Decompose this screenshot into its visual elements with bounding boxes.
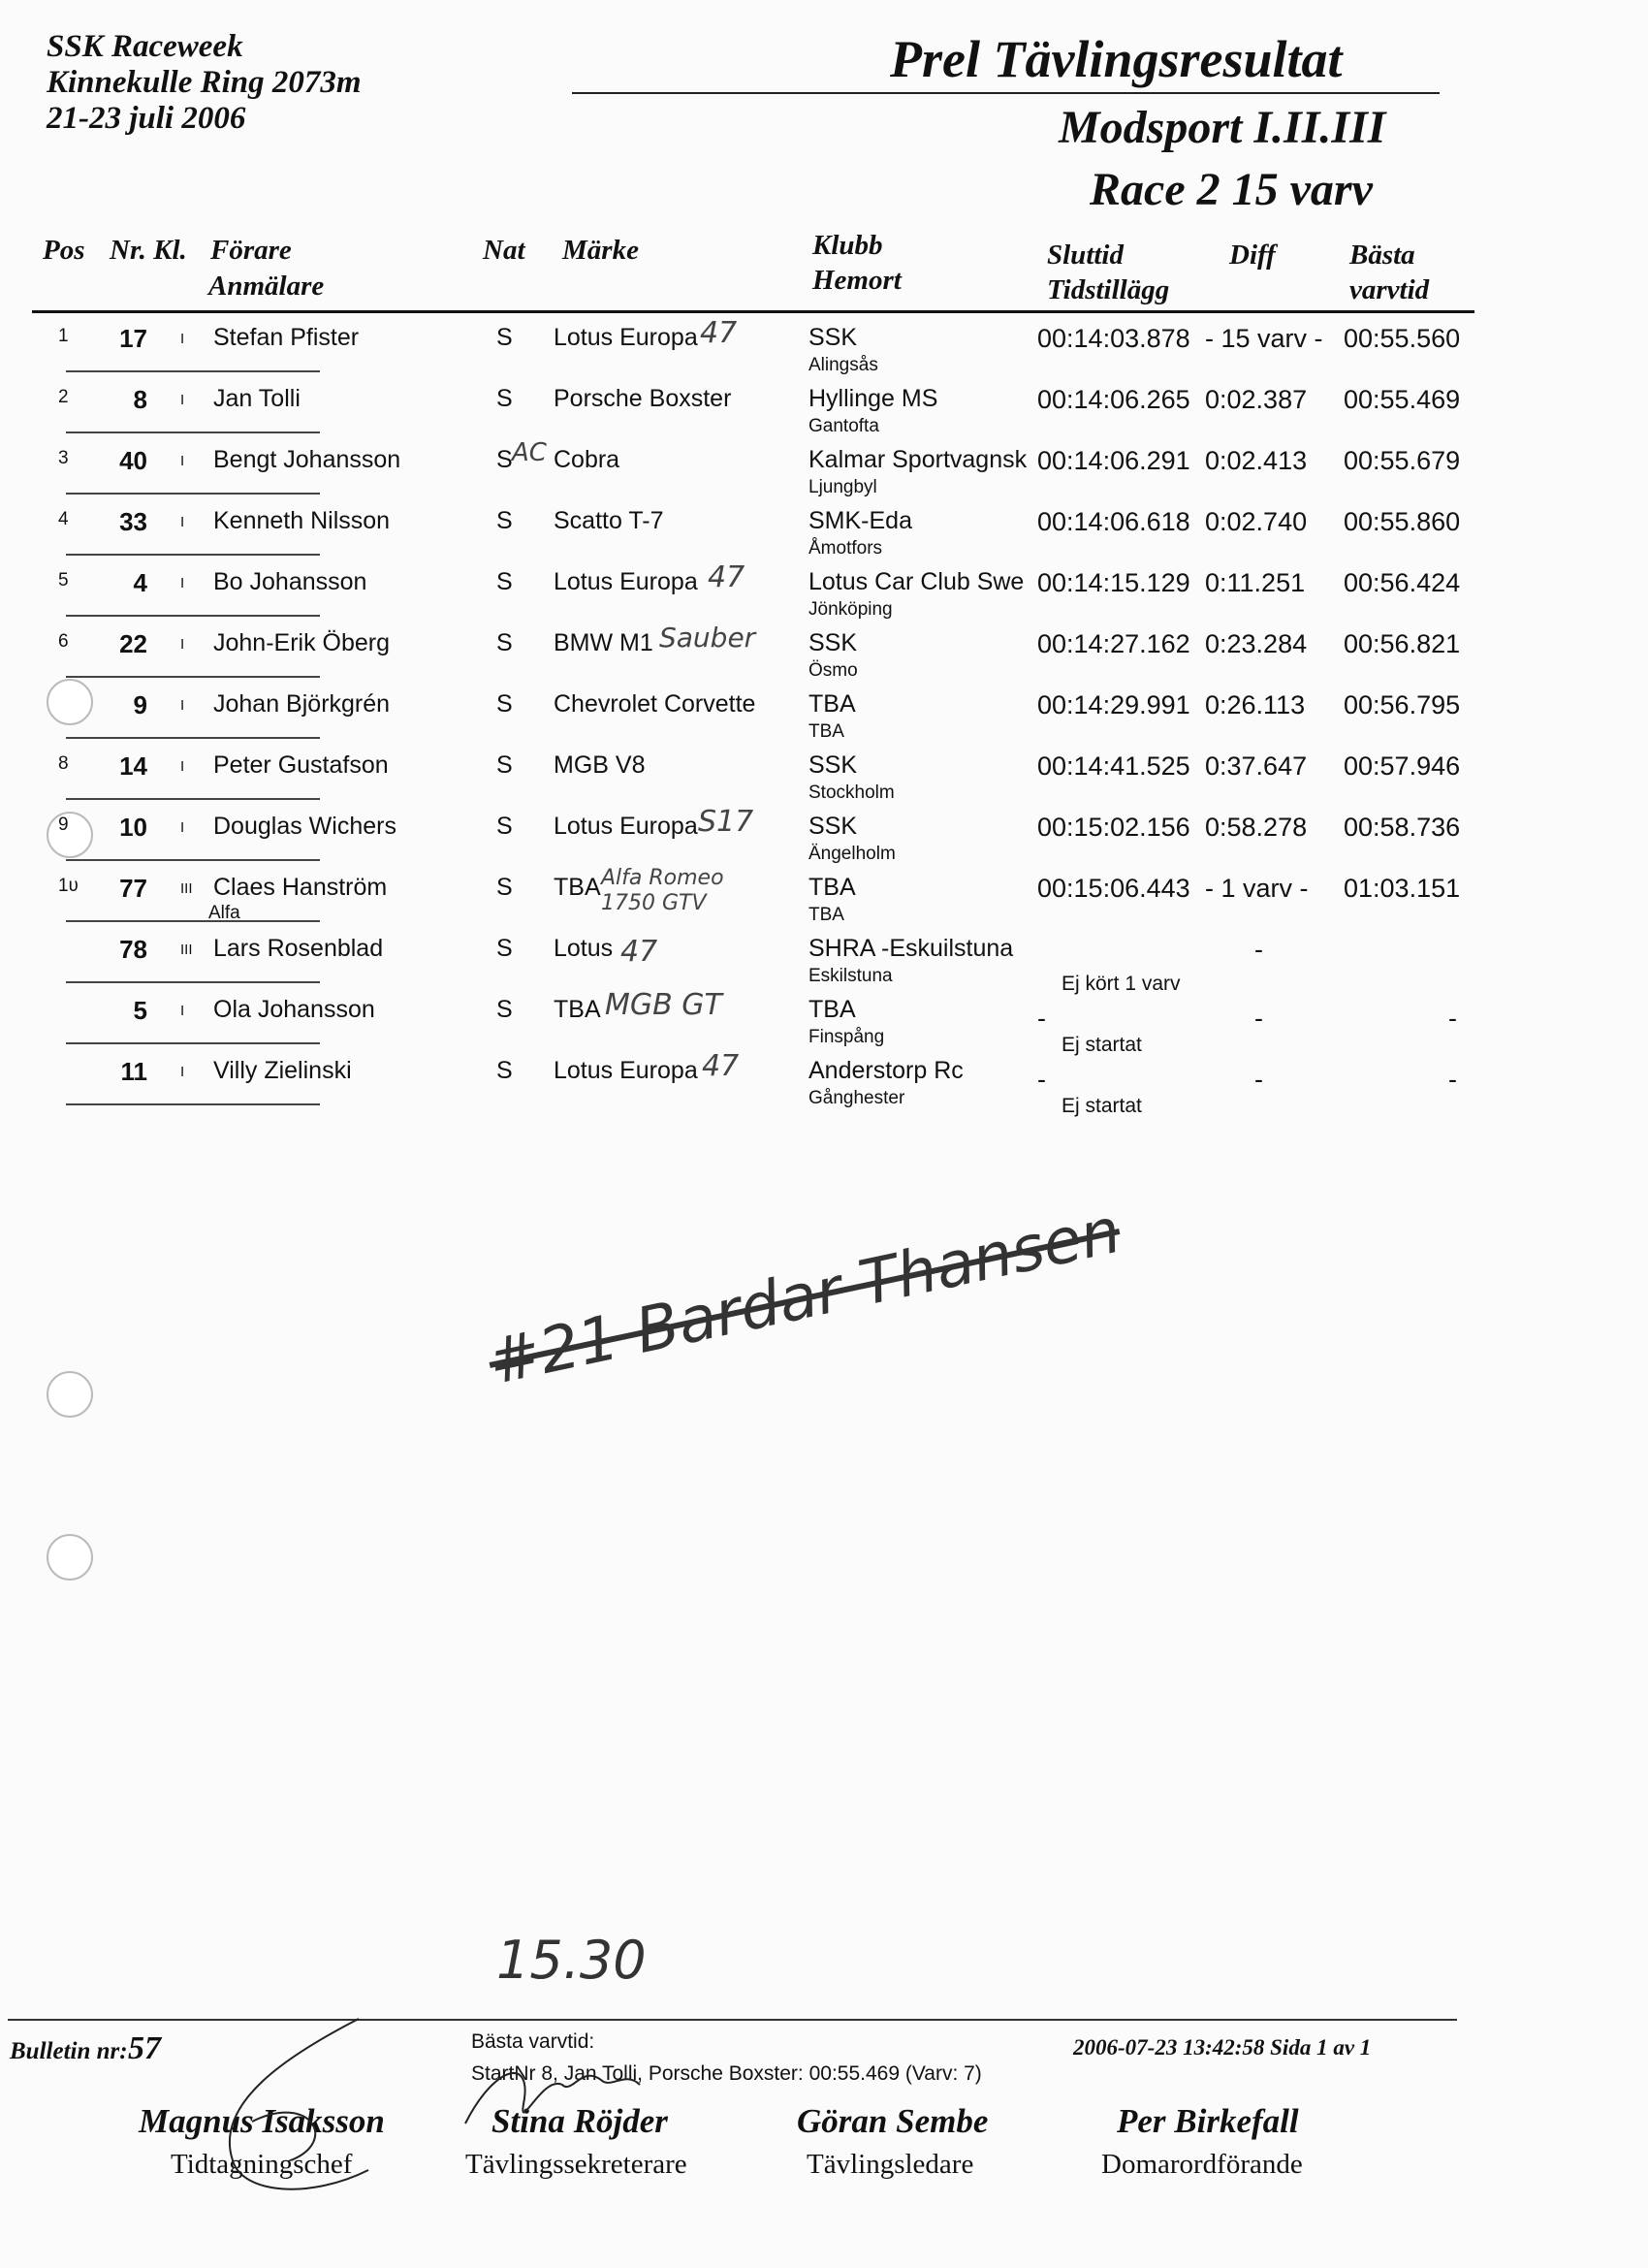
club: SMK-Eda bbox=[808, 507, 912, 534]
make: Chevrolet Corvette bbox=[554, 690, 756, 718]
col-anmalare: Anmälare bbox=[208, 271, 325, 302]
diff: 0:11.251 bbox=[1205, 568, 1306, 597]
diff: 0:02.413 bbox=[1205, 446, 1308, 475]
make: TBA bbox=[554, 996, 601, 1023]
diff: - bbox=[1254, 935, 1263, 964]
finish-time: 00:14:03.878 bbox=[1037, 324, 1190, 353]
table-row bbox=[0, 618, 1648, 681]
col-diff: Diff bbox=[1229, 240, 1276, 271]
row-divider bbox=[66, 493, 320, 495]
handwritten-note: AC bbox=[512, 438, 547, 467]
club: TBA bbox=[808, 996, 856, 1023]
row-divider bbox=[66, 370, 320, 372]
nat: S bbox=[496, 996, 513, 1023]
club: Anderstorp Rc bbox=[808, 1057, 964, 1084]
best-lap: 00:55.469 bbox=[1344, 385, 1461, 414]
class: I bbox=[180, 758, 185, 775]
signature-name-2: Stina Röjder bbox=[491, 2102, 668, 2140]
car-number: 77 bbox=[119, 874, 147, 903]
class: I bbox=[180, 697, 185, 714]
car-number: 40 bbox=[119, 446, 147, 475]
hometown: TBA bbox=[808, 905, 844, 925]
nat: S bbox=[496, 507, 513, 534]
club: SSK bbox=[808, 751, 858, 779]
driver: Bo Johansson bbox=[213, 568, 367, 595]
nat: S bbox=[496, 568, 513, 595]
col-nat: Nat bbox=[483, 235, 525, 266]
car-number: 17 bbox=[119, 324, 147, 353]
table-row bbox=[0, 862, 1648, 925]
class: I bbox=[180, 392, 185, 408]
driver: Jan Tolli bbox=[213, 385, 301, 412]
punch-hole-3 bbox=[47, 1371, 93, 1418]
row-divider bbox=[66, 615, 320, 617]
club: SHRA -Eskuilstuna bbox=[808, 935, 1014, 962]
make: Lotus Europa bbox=[554, 1057, 698, 1084]
nat: S bbox=[496, 446, 513, 473]
nat: S bbox=[496, 1057, 513, 1084]
nat: S bbox=[496, 690, 513, 718]
best-lap: 00:58.736 bbox=[1344, 813, 1461, 842]
signature-name-3: Göran Sembe bbox=[797, 2102, 989, 2140]
hometown: Ängelholm bbox=[808, 844, 896, 864]
table-row bbox=[0, 679, 1648, 742]
event-dates: 21-23 juli 2006 bbox=[47, 101, 246, 136]
diff: - 1 varv - bbox=[1205, 874, 1309, 903]
driver: Villy Zielinski bbox=[213, 1057, 352, 1084]
car-number: 22 bbox=[119, 629, 147, 658]
hometown: Gånghester bbox=[808, 1088, 905, 1108]
club: SSK bbox=[808, 813, 858, 840]
make: Lotus Europa bbox=[554, 568, 698, 595]
driver: Ola Johansson bbox=[213, 996, 375, 1023]
driver: Johan Björkgrén bbox=[213, 690, 391, 718]
driver: Stefan Pfister bbox=[213, 324, 360, 351]
best-lap: 00:56.821 bbox=[1344, 629, 1461, 658]
col-nrkl: Nr. Kl. bbox=[110, 235, 187, 266]
finish-time: - bbox=[1037, 1004, 1046, 1033]
car-number: 78 bbox=[119, 935, 147, 964]
car-number: 8 bbox=[133, 385, 147, 414]
nat: S bbox=[496, 324, 513, 351]
handwritten-note: S17 bbox=[698, 805, 754, 839]
pos: 8 bbox=[58, 753, 69, 774]
col-tidstillagg: Tidstillägg bbox=[1047, 274, 1170, 305]
handwritten-note: 47 bbox=[620, 935, 658, 969]
title-underline bbox=[572, 92, 1440, 94]
table-row bbox=[0, 312, 1648, 375]
diff: 0:23.284 bbox=[1205, 629, 1308, 658]
diff: - bbox=[1254, 1004, 1263, 1033]
bulletin-label: Bulletin nr: bbox=[10, 2038, 128, 2064]
hometown: Alingsås bbox=[808, 355, 878, 375]
table-row bbox=[0, 495, 1648, 559]
signature-scribble-1 bbox=[145, 2015, 397, 2209]
hometown: Jönköping bbox=[808, 599, 893, 620]
finish-time: 00:14:06.265 bbox=[1037, 385, 1190, 414]
hometown: TBA bbox=[808, 721, 844, 742]
make: Lotus bbox=[554, 935, 614, 962]
make: Cobra bbox=[554, 446, 620, 473]
col-pos: Pos bbox=[43, 235, 85, 266]
nat: S bbox=[496, 751, 513, 779]
status-note: Ej startat bbox=[1062, 1034, 1142, 1056]
car-number: 11 bbox=[120, 1057, 147, 1086]
finish-time: 00:15:02.156 bbox=[1037, 813, 1190, 842]
hometown: Stockholm bbox=[808, 783, 895, 803]
class: I bbox=[180, 636, 185, 653]
class: III bbox=[180, 880, 193, 897]
race-title: Race 2 15 varv bbox=[1090, 164, 1373, 215]
print-timestamp: 2006-07-23 13:42:58 Sida 1 av 1 bbox=[1073, 2035, 1372, 2060]
hometown: Ösmo bbox=[808, 660, 858, 681]
signature-role-1: Tidtagningschef bbox=[171, 2149, 353, 2180]
best-lap: - bbox=[1448, 1004, 1457, 1033]
row-divider bbox=[66, 981, 320, 983]
car-number: 5 bbox=[133, 996, 147, 1025]
nat: S bbox=[496, 385, 513, 412]
crossed-out-entry: #21 Bardar Thansen bbox=[482, 1195, 1127, 1400]
col-marke: Märke bbox=[562, 235, 639, 266]
signature-role-3: Tävlingsledare bbox=[807, 2149, 974, 2180]
entrant: Alfa bbox=[208, 903, 240, 923]
car-number: 10 bbox=[119, 813, 147, 842]
class: I bbox=[180, 331, 185, 347]
make: Scatto T-7 bbox=[554, 507, 664, 534]
signature-scribble-2 bbox=[456, 2046, 708, 2153]
driver: John-Erik Öberg bbox=[213, 629, 391, 656]
best-lap-summary: StartNr 8, Jan Tolli, Porsche Boxster: 00:55.469 (Varv: 7) bbox=[471, 2062, 982, 2085]
page-title: Prel Tävlingsresultat bbox=[890, 30, 1343, 88]
class: I bbox=[180, 575, 185, 591]
diff: - 15 varv - bbox=[1205, 324, 1323, 353]
pos: 6 bbox=[58, 631, 69, 652]
row-divider bbox=[66, 1042, 320, 1044]
diff: 0:37.647 bbox=[1205, 751, 1308, 781]
finish-time: 00:14:15.129 bbox=[1037, 568, 1190, 597]
finish-time: 00:14:27.162 bbox=[1037, 629, 1190, 658]
driver: Claes Hanström bbox=[213, 874, 388, 901]
driver: Bengt Johansson bbox=[213, 446, 401, 473]
club: Lotus Car Club Swe bbox=[808, 568, 1025, 595]
class: I bbox=[180, 453, 185, 469]
col-basta: Bästa bbox=[1349, 240, 1415, 271]
best-lap: - bbox=[1448, 1065, 1457, 1094]
car-number: 14 bbox=[119, 751, 147, 781]
driver: Kenneth Nilsson bbox=[213, 507, 391, 534]
class: I bbox=[180, 819, 185, 836]
table-row bbox=[0, 801, 1648, 864]
col-forare: Förare bbox=[210, 235, 292, 266]
diff: 0:26.113 bbox=[1205, 690, 1306, 719]
col-klubb: Klubb bbox=[812, 230, 883, 261]
hometown: Ljungbyl bbox=[808, 477, 877, 497]
row-divider bbox=[66, 798, 320, 800]
club: Kalmar Sportvagnsk bbox=[808, 446, 1028, 473]
col-sluttid: Sluttid bbox=[1047, 240, 1124, 271]
row-divider bbox=[66, 1103, 320, 1105]
make: TBA bbox=[554, 874, 601, 901]
handwritten-note: Sauber bbox=[659, 622, 756, 654]
car-number: 9 bbox=[133, 690, 147, 719]
table-row bbox=[0, 740, 1648, 803]
finish-time: 00:14:06.291 bbox=[1037, 446, 1190, 475]
signature-role-4: Domarordförande bbox=[1101, 2149, 1303, 2180]
class: III bbox=[180, 942, 193, 958]
class: I bbox=[180, 514, 185, 530]
pos: 3 bbox=[58, 448, 69, 468]
class: I bbox=[180, 1064, 185, 1080]
make: Porsche Boxster bbox=[554, 385, 732, 412]
handwritten-note: 47 bbox=[708, 560, 745, 594]
hometown: Eskilstuna bbox=[808, 966, 893, 986]
diff: - bbox=[1254, 1065, 1263, 1094]
club: SSK bbox=[808, 629, 858, 656]
pos: 4 bbox=[58, 509, 69, 529]
pos: 1ʋ bbox=[58, 876, 79, 896]
table-row bbox=[0, 373, 1648, 436]
table-row bbox=[0, 1045, 1648, 1117]
finish-time: 00:14:06.618 bbox=[1037, 507, 1190, 536]
diff: 0:02.387 bbox=[1205, 385, 1308, 414]
make: Lotus Europa bbox=[554, 324, 698, 351]
row-divider bbox=[66, 737, 320, 739]
pos: 5 bbox=[58, 570, 69, 591]
row-divider bbox=[66, 431, 320, 433]
best-lap: 01:03.151 bbox=[1344, 874, 1461, 903]
club: TBA bbox=[808, 874, 856, 901]
handwritten-note: MGB GT bbox=[605, 988, 722, 1022]
handwritten-note: 47 bbox=[700, 316, 738, 350]
car-number: 33 bbox=[119, 507, 147, 536]
row-divider bbox=[66, 676, 320, 678]
nat: S bbox=[496, 874, 513, 901]
diff: 0:58.278 bbox=[1205, 813, 1308, 842]
best-lap: 00:56.424 bbox=[1344, 568, 1461, 597]
finish-time: 00:15:06.443 bbox=[1037, 874, 1190, 903]
diff: 0:02.740 bbox=[1205, 507, 1308, 536]
make: Lotus Europa bbox=[554, 813, 698, 840]
make: BMW M1 bbox=[554, 629, 653, 656]
club: SSK bbox=[808, 324, 858, 351]
pos: 1 bbox=[58, 326, 69, 346]
hometown: Åmotfors bbox=[808, 538, 883, 559]
club: TBA bbox=[808, 690, 856, 718]
status-note: Ej kört 1 varv bbox=[1062, 973, 1181, 995]
best-lap-label: Bästa varvtid: bbox=[471, 2030, 595, 2053]
best-lap: 00:57.946 bbox=[1344, 751, 1461, 781]
class: I bbox=[180, 1003, 185, 1019]
best-lap: 00:55.679 bbox=[1344, 446, 1461, 475]
handwritten-note: Alfa Romeo 1750 GTV bbox=[601, 866, 724, 915]
status-note: Ej startat bbox=[1062, 1095, 1142, 1117]
handwritten-note: 47 bbox=[702, 1049, 740, 1083]
signature-role-2: Tävlingssekreterare bbox=[465, 2149, 687, 2180]
finish-time: 00:14:41.525 bbox=[1037, 751, 1190, 781]
nat: S bbox=[496, 629, 513, 656]
table-row bbox=[0, 434, 1648, 495]
finish-time: - bbox=[1037, 1065, 1046, 1094]
bulletin-number: 57 bbox=[128, 2030, 161, 2066]
driver: Douglas Wichers bbox=[213, 813, 396, 840]
col-hemort: Hemort bbox=[812, 265, 902, 296]
best-lap: 00:55.560 bbox=[1344, 324, 1461, 353]
nat: S bbox=[496, 935, 513, 962]
club: Hyllinge MS bbox=[808, 385, 938, 412]
col-varvtid: varvtid bbox=[1349, 274, 1430, 305]
handwritten-time: 15.30 bbox=[496, 1930, 647, 1991]
hometown: Finspång bbox=[808, 1027, 885, 1047]
driver: Peter Gustafson bbox=[213, 751, 389, 779]
make: MGB V8 bbox=[554, 751, 646, 779]
row-divider bbox=[66, 920, 320, 922]
pos: 9 bbox=[58, 815, 69, 835]
car-number: 4 bbox=[133, 568, 147, 597]
punch-hole-4 bbox=[47, 1534, 93, 1581]
row-divider bbox=[66, 859, 320, 861]
class-title: Modsport I.II.III bbox=[1059, 102, 1386, 153]
best-lap: 00:56.795 bbox=[1344, 690, 1461, 719]
nat: S bbox=[496, 813, 513, 840]
table-row bbox=[0, 984, 1648, 1056]
finish-time: 00:14:29.991 bbox=[1037, 690, 1190, 719]
row-divider bbox=[66, 554, 320, 556]
event-venue: Kinnekulle Ring 2073m bbox=[47, 65, 362, 100]
table-row bbox=[0, 923, 1648, 995]
best-lap: 00:55.860 bbox=[1344, 507, 1461, 536]
signature-name-1: Magnus Isaksson bbox=[139, 2102, 385, 2140]
signature-name-4: Per Birkefall bbox=[1117, 2102, 1299, 2140]
table-row bbox=[0, 557, 1648, 620]
pos: 2 bbox=[58, 387, 69, 407]
hometown: Gantofta bbox=[808, 416, 879, 436]
driver: Lars Rosenblad bbox=[213, 935, 384, 962]
event-name: SSK Raceweek bbox=[47, 29, 243, 64]
